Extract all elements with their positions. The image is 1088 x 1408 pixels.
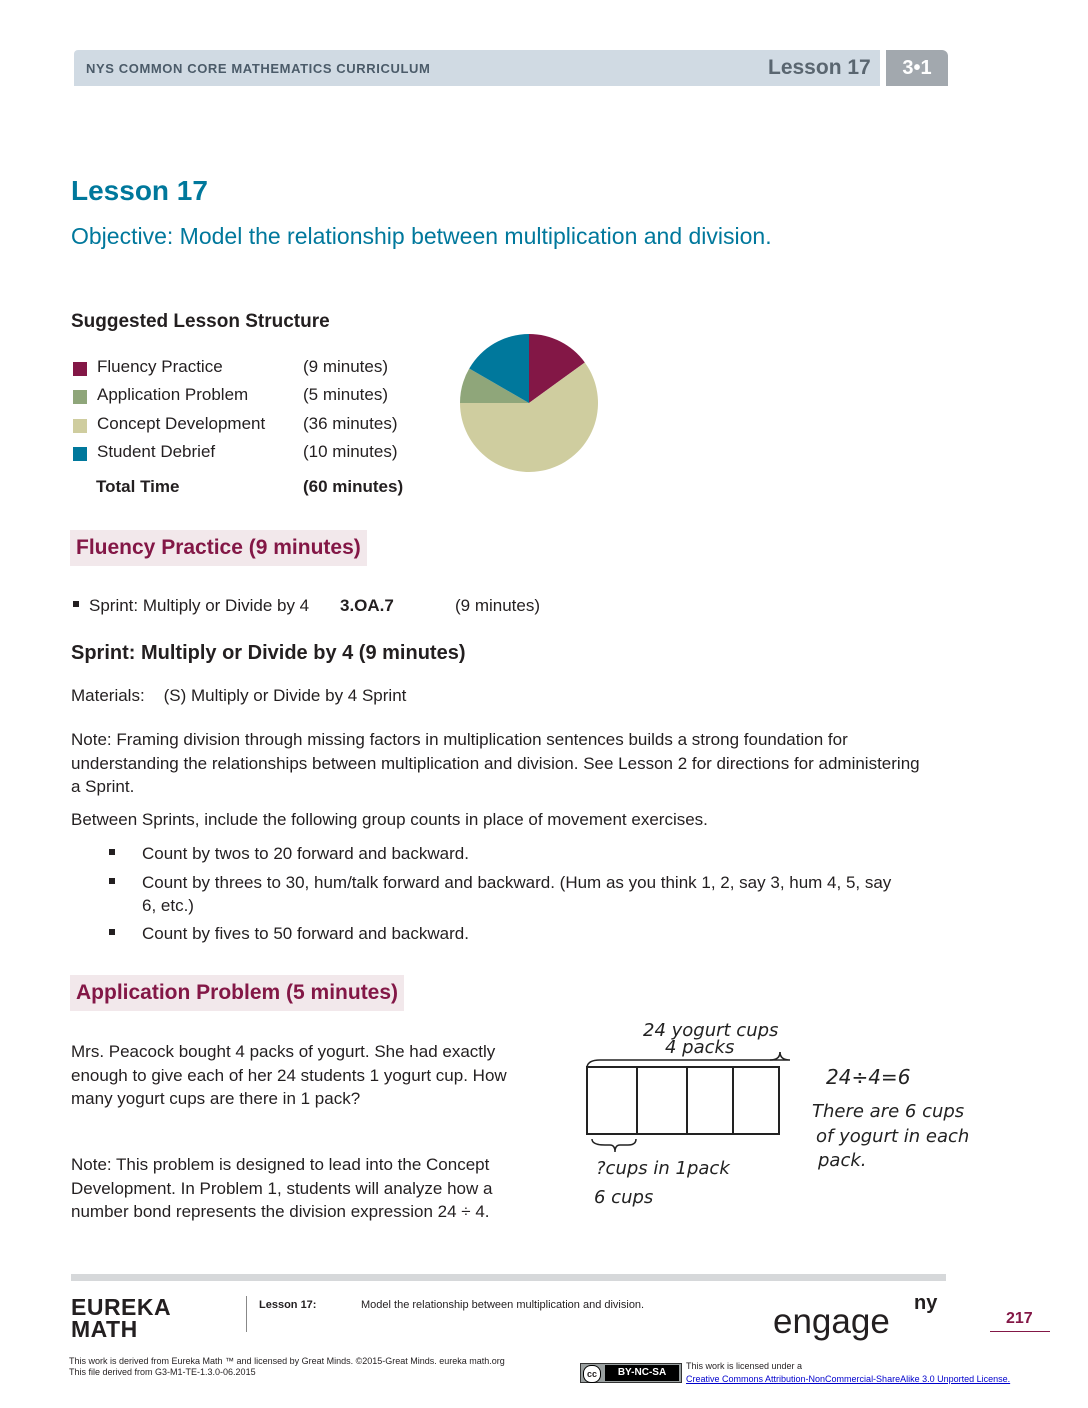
- cc-badge-text: BY-NC-SA: [605, 1365, 679, 1381]
- bullet-icon: [109, 878, 115, 884]
- legend-label: Fluency Practice: [97, 357, 223, 376]
- sketch-label: 6 cups: [594, 1187, 654, 1208]
- legend-minutes: (5 minutes): [303, 385, 389, 404]
- curriculum-title: NYS COMMON CORE MATHEMATICS CURRICULUM: [86, 61, 431, 76]
- footer-divider: [246, 1296, 247, 1332]
- application-heading: Application Problem (5 minutes): [70, 975, 404, 1011]
- count-item: Count by threes to 30, hum/talk forward and backward. (Hum as you think 1, 2, say 3, hum 4, 5, say: [142, 873, 892, 892]
- student-work-sketch: [580, 1012, 1010, 1217]
- application-note: Note: This problem is designed to lead into the Concept Development. In Problem 1, students will analyze how a number bond represents the division expression 24 ÷ 4.: [71, 1155, 493, 1221]
- fluency-note: Note: Framing division through missing factors in multiplication sentences builds a strong foundation for understanding the relationships between multiplication and division. See Lesson 2 for directions for administering a Sprint.: [71, 730, 920, 796]
- page-number-rule: [990, 1331, 1050, 1332]
- legend-swatch: [73, 447, 87, 461]
- logo-text: EUREKA: [71, 1294, 172, 1320]
- total-time-minutes: (60 minutes): [303, 477, 404, 496]
- legend-label: Student Debrief: [97, 442, 216, 461]
- module-badge: 3•1: [886, 50, 948, 86]
- objective: Objective: Model the relationship between multiplication and division.: [71, 223, 772, 249]
- bottom-brace: [592, 1139, 636, 1152]
- legend-label: Concept Development: [97, 414, 266, 433]
- fluency-bullet-minutes: (9 minutes): [455, 596, 541, 615]
- total-time-label: Total Time: [96, 477, 180, 496]
- bullet-icon: [73, 601, 79, 607]
- legend-minutes: (10 minutes): [303, 442, 398, 461]
- footer-credit: This file derived from G3-M1-TE-1.3.0-06.2015: [69, 1367, 256, 1377]
- sketch-answer: pack.: [818, 1150, 867, 1171]
- legend-minutes: (9 minutes): [303, 357, 389, 376]
- engageny-logo: engage: [773, 1302, 890, 1341]
- tape-diagram: [587, 1067, 779, 1134]
- lesson-pie-chart: [459, 333, 599, 473]
- fluency-bullet-text: Sprint: Multiply or Divide by 4: [89, 596, 310, 615]
- sketch-label: 24 yogurt cups: [643, 1020, 779, 1041]
- structure-title: Suggested Lesson Structure: [71, 311, 330, 332]
- license-link[interactable]: Creative Commons Attribution-NonCommercial-ShareAlike 3.0 Unported License.: [686, 1374, 1011, 1384]
- sketch-label: ?cups in 1pack: [596, 1158, 730, 1179]
- footer-lesson-desc: Model the relationship between multiplication and division.: [361, 1299, 645, 1311]
- legend-swatch: [73, 362, 87, 376]
- sketch-answer: There are 6 cups: [812, 1101, 965, 1122]
- page-title: Lesson 17: [71, 175, 208, 206]
- count-item: Count by twos to 20 forward and backward.: [142, 844, 469, 863]
- footer-lesson-label: Lesson 17:: [259, 1299, 317, 1311]
- bullet-icon: [109, 929, 115, 935]
- page-number: 217: [1006, 1310, 1033, 1327]
- sprint-heading: Sprint: Multiply or Divide by 4 (9 minutes): [71, 642, 466, 664]
- materials: Materials: (S) Multiply or Divide by 4 Sprint: [71, 686, 407, 705]
- footer-credit: This work is derived from Eureka Math ™ and licensed by Great Minds. ©2015-Great Minds. eureka math.org: [69, 1356, 505, 1366]
- engageny-logo-ny: ny: [914, 1292, 938, 1314]
- count-item: Count by fives to 50 forward and backward.: [142, 924, 469, 943]
- legend-swatch: [73, 390, 87, 404]
- fluency-bullet-standard: 3.OA.7: [340, 596, 394, 615]
- bullet-icon: [109, 849, 115, 855]
- cc-license-icon: cc BY-NC-SA: [580, 1363, 682, 1383]
- fluency-heading: Fluency Practice (9 minutes): [70, 530, 367, 566]
- top-brace-end: [770, 1052, 790, 1060]
- footer-rule: [71, 1274, 946, 1281]
- application-problem: Mrs. Peacock bought 4 packs of yogurt. She had exactly enough to give each of her 24 students 1 yogurt cup. How many yogurt cups are there in 1 pack?: [71, 1042, 507, 1108]
- sketch-answer: of yogurt in each: [816, 1126, 970, 1147]
- header-lesson: Lesson 17: [768, 56, 871, 79]
- count-item-continued: 6, etc.): [142, 896, 194, 915]
- sketch-label: 4 packs: [665, 1037, 735, 1058]
- eureka-math-logo: [71, 1296, 171, 1340]
- legend-minutes: (36 minutes): [303, 414, 398, 433]
- logo-text: MATH: [71, 1316, 138, 1342]
- legend-swatch: [73, 419, 87, 433]
- license-text: This work is licensed under a: [686, 1361, 803, 1371]
- between-sprints: Between Sprints, include the following group counts in place of movement exercises.: [71, 810, 708, 829]
- legend-label: Application Problem: [97, 385, 249, 404]
- sketch-equation: 24÷4=6: [826, 1065, 911, 1089]
